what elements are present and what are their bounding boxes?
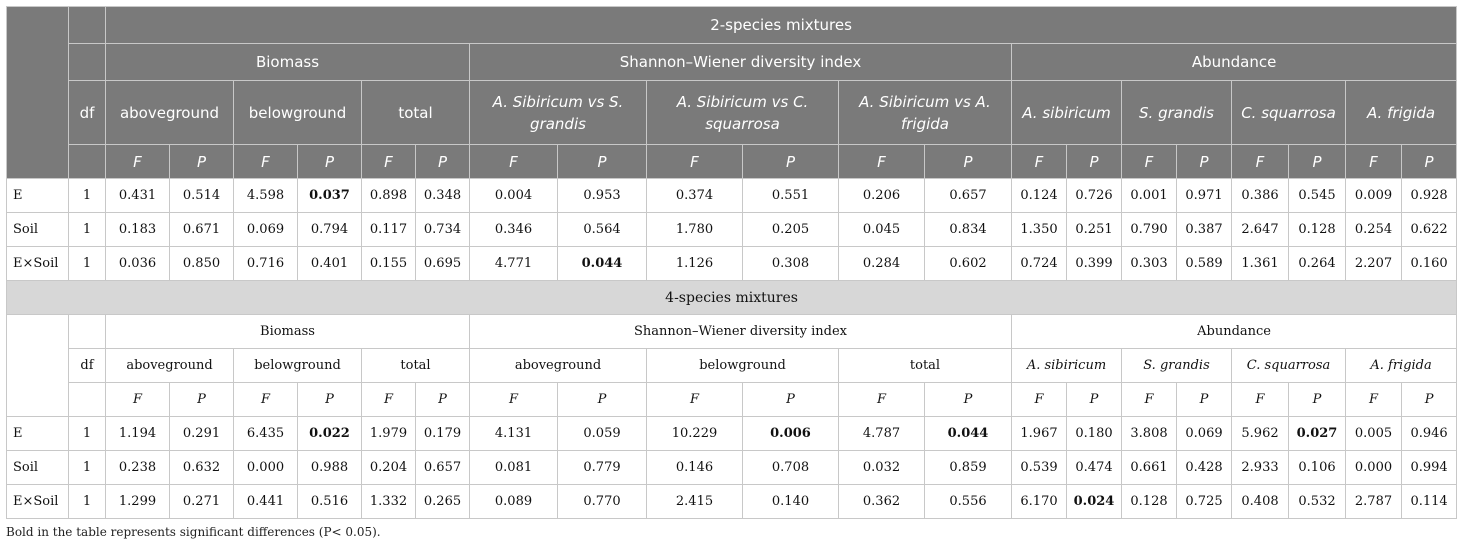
p-value-cell: 0.180 bbox=[1067, 417, 1122, 451]
section-title: 4-species mixtures bbox=[7, 281, 1457, 315]
p-value-cell: 0.059 bbox=[558, 417, 647, 451]
f-header: F bbox=[647, 383, 743, 417]
sub-header-row bbox=[7, 349, 1457, 383]
p-header: P bbox=[1289, 383, 1346, 417]
row-label: E×Soil bbox=[7, 485, 69, 519]
corner-cell bbox=[7, 315, 69, 417]
group-header-row bbox=[7, 315, 1457, 349]
p-value-cell: 0.106 bbox=[1289, 451, 1346, 485]
f-value-cell: 4.787 bbox=[839, 417, 925, 451]
f-header: F bbox=[839, 383, 925, 417]
p-value-cell: 0.027 bbox=[1289, 417, 1346, 451]
f-header: F bbox=[362, 145, 416, 179]
table-row bbox=[7, 417, 1457, 451]
f-value-cell: 0.128 bbox=[1122, 485, 1177, 519]
f-value-cell: 1.332 bbox=[362, 485, 416, 519]
f-value-cell: 1.361 bbox=[1232, 247, 1289, 281]
f-value-cell: 0.009 bbox=[1346, 179, 1402, 213]
p-value-cell: 0.779 bbox=[558, 451, 647, 485]
fp-header-row bbox=[7, 145, 1457, 179]
sub-header: S. grandis bbox=[1122, 349, 1232, 383]
p-header: P bbox=[1067, 383, 1122, 417]
f-value-cell: 6.170 bbox=[1012, 485, 1067, 519]
p-value-cell: 0.589 bbox=[1177, 247, 1232, 281]
p-value-cell: 0.044 bbox=[925, 417, 1012, 451]
p-value-cell: 0.265 bbox=[416, 485, 470, 519]
f-value-cell: 1.194 bbox=[106, 417, 170, 451]
p-value-cell: 0.726 bbox=[1067, 179, 1122, 213]
p-value-cell: 0.928 bbox=[1402, 179, 1457, 213]
p-value-cell: 0.114 bbox=[1402, 485, 1457, 519]
p-value-cell: 0.953 bbox=[558, 179, 647, 213]
f-value-cell: 1.126 bbox=[647, 247, 743, 281]
f-value-cell: 0.081 bbox=[470, 451, 558, 485]
p-header: P bbox=[743, 383, 839, 417]
p-value-cell: 0.514 bbox=[170, 179, 234, 213]
f-value-cell: 10.229 bbox=[647, 417, 743, 451]
p-value-cell: 0.308 bbox=[743, 247, 839, 281]
anova-table bbox=[6, 6, 1457, 519]
f-header: F bbox=[1346, 383, 1402, 417]
f-value-cell: 0.724 bbox=[1012, 247, 1067, 281]
p-value-cell: 0.556 bbox=[925, 485, 1012, 519]
p-header: P bbox=[298, 145, 362, 179]
f-header: F bbox=[1122, 145, 1177, 179]
sub-header: A. Sibiricum vs A. frigida bbox=[839, 81, 1012, 145]
p-header: P bbox=[1402, 145, 1457, 179]
f-value-cell: 0.045 bbox=[839, 213, 925, 247]
f-value-cell: 0.431 bbox=[106, 179, 170, 213]
p-header: P bbox=[170, 383, 234, 417]
f-header: F bbox=[234, 383, 298, 417]
f-value-cell: 0.374 bbox=[647, 179, 743, 213]
p-value-cell: 0.988 bbox=[298, 451, 362, 485]
group-header-biomass: Biomass bbox=[106, 315, 470, 349]
corner-cell bbox=[69, 7, 106, 44]
row-label: E×Soil bbox=[7, 247, 69, 281]
f-header: F bbox=[106, 145, 170, 179]
table-row bbox=[7, 213, 1457, 247]
corner-cell bbox=[69, 145, 106, 179]
f-value-cell: 0.661 bbox=[1122, 451, 1177, 485]
p-value-cell: 0.044 bbox=[558, 247, 647, 281]
sub-header: A. frigida bbox=[1346, 349, 1457, 383]
row-label: E bbox=[7, 417, 69, 451]
p-header: P bbox=[1289, 145, 1346, 179]
p-header: P bbox=[925, 145, 1012, 179]
p-value-cell: 0.545 bbox=[1289, 179, 1346, 213]
sub-header: total bbox=[839, 349, 1012, 383]
sub-header: S. grandis bbox=[1122, 81, 1232, 145]
p-value-cell: 0.834 bbox=[925, 213, 1012, 247]
sub-header: A. Sibiricum vs S. grandis bbox=[470, 81, 647, 145]
p-value-cell: 0.128 bbox=[1289, 213, 1346, 247]
p-value-cell: 0.348 bbox=[416, 179, 470, 213]
f-value-cell: 0.004 bbox=[470, 179, 558, 213]
f-value-cell: 0.000 bbox=[234, 451, 298, 485]
df-cell: 1 bbox=[69, 417, 106, 451]
f-value-cell: 0.716 bbox=[234, 247, 298, 281]
table-row bbox=[7, 451, 1457, 485]
df-cell: 1 bbox=[69, 179, 106, 213]
df-header: df bbox=[69, 349, 106, 383]
sub-header: A. sibiricum bbox=[1012, 349, 1122, 383]
f-header: F bbox=[362, 383, 416, 417]
p-value-cell: 0.291 bbox=[170, 417, 234, 451]
f-value-cell: 3.808 bbox=[1122, 417, 1177, 451]
p-value-cell: 0.850 bbox=[170, 247, 234, 281]
p-value-cell: 0.708 bbox=[743, 451, 839, 485]
f-value-cell: 1.979 bbox=[362, 417, 416, 451]
p-value-cell: 0.734 bbox=[416, 213, 470, 247]
sub-header: C. squarrosa bbox=[1232, 81, 1346, 145]
sub-header: total bbox=[362, 81, 470, 145]
p-value-cell: 0.387 bbox=[1177, 213, 1232, 247]
p-header: P bbox=[558, 145, 647, 179]
p-header: P bbox=[416, 145, 470, 179]
f-value-cell: 0.032 bbox=[839, 451, 925, 485]
f-value-cell: 0.204 bbox=[362, 451, 416, 485]
f-value-cell: 0.254 bbox=[1346, 213, 1402, 247]
p-value-cell: 0.401 bbox=[298, 247, 362, 281]
corner-cell bbox=[69, 383, 106, 417]
p-value-cell: 0.037 bbox=[298, 179, 362, 213]
f-value-cell: 0.898 bbox=[362, 179, 416, 213]
p-value-cell: 0.859 bbox=[925, 451, 1012, 485]
group-header-row bbox=[7, 44, 1457, 81]
f-header: F bbox=[647, 145, 743, 179]
f-header: F bbox=[106, 383, 170, 417]
f-value-cell: 0.539 bbox=[1012, 451, 1067, 485]
df-cell: 1 bbox=[69, 485, 106, 519]
table-footnote: Bold in the table represents significant differences (P< 0.05). bbox=[6, 525, 381, 539]
p-value-cell: 0.205 bbox=[743, 213, 839, 247]
p-value-cell: 0.532 bbox=[1289, 485, 1346, 519]
p-value-cell: 0.474 bbox=[1067, 451, 1122, 485]
p-value-cell: 0.160 bbox=[1402, 247, 1457, 281]
f-header: F bbox=[1012, 383, 1067, 417]
p-value-cell: 0.264 bbox=[1289, 247, 1346, 281]
p-header: P bbox=[1402, 383, 1457, 417]
f-value-cell: 2.647 bbox=[1232, 213, 1289, 247]
f-value-cell: 2.787 bbox=[1346, 485, 1402, 519]
f-value-cell: 0.000 bbox=[1346, 451, 1402, 485]
p-value-cell: 0.994 bbox=[1402, 451, 1457, 485]
f-value-cell: 0.183 bbox=[106, 213, 170, 247]
p-header: P bbox=[1177, 383, 1232, 417]
group-header-shannon: Shannon–Wiener diversity index bbox=[470, 44, 1012, 81]
f-header: F bbox=[1346, 145, 1402, 179]
fp-header-row bbox=[7, 383, 1457, 417]
p-value-cell: 0.024 bbox=[1067, 485, 1122, 519]
sub-header: aboveground bbox=[106, 349, 234, 383]
group-header-biomass: Biomass bbox=[106, 44, 470, 81]
df-cell: 1 bbox=[69, 213, 106, 247]
f-value-cell: 0.001 bbox=[1122, 179, 1177, 213]
corner-cell bbox=[69, 315, 106, 349]
group-header-abundance: Abundance bbox=[1012, 44, 1457, 81]
sub-header-row bbox=[7, 81, 1457, 145]
sub-header: belowground bbox=[234, 81, 362, 145]
f-value-cell: 4.598 bbox=[234, 179, 298, 213]
f-value-cell: 0.441 bbox=[234, 485, 298, 519]
p-value-cell: 0.022 bbox=[298, 417, 362, 451]
f-value-cell: 5.962 bbox=[1232, 417, 1289, 451]
f-value-cell: 0.303 bbox=[1122, 247, 1177, 281]
table-row bbox=[7, 485, 1457, 519]
f-value-cell: 0.362 bbox=[839, 485, 925, 519]
f-value-cell: 1.350 bbox=[1012, 213, 1067, 247]
f-value-cell: 0.117 bbox=[362, 213, 416, 247]
p-value-cell: 0.971 bbox=[1177, 179, 1232, 213]
p-value-cell: 0.770 bbox=[558, 485, 647, 519]
p-header: P bbox=[925, 383, 1012, 417]
two-title-row bbox=[7, 7, 1457, 44]
sub-header: A. frigida bbox=[1346, 81, 1457, 145]
f-header: F bbox=[1012, 145, 1067, 179]
p-header: P bbox=[743, 145, 839, 179]
p-value-cell: 0.069 bbox=[1177, 417, 1232, 451]
f-value-cell: 0.284 bbox=[839, 247, 925, 281]
f-value-cell: 0.386 bbox=[1232, 179, 1289, 213]
sub-header: aboveground bbox=[106, 81, 234, 145]
f-value-cell: 0.408 bbox=[1232, 485, 1289, 519]
f-header: F bbox=[470, 145, 558, 179]
df-cell: 1 bbox=[69, 247, 106, 281]
row-label: E bbox=[7, 179, 69, 213]
p-value-cell: 0.794 bbox=[298, 213, 362, 247]
p-header: P bbox=[170, 145, 234, 179]
p-value-cell: 0.516 bbox=[298, 485, 362, 519]
p-header: P bbox=[558, 383, 647, 417]
sub-header: A. Sibiricum vs C. squarrosa bbox=[647, 81, 839, 145]
f-header: F bbox=[1232, 383, 1289, 417]
f-header: F bbox=[470, 383, 558, 417]
f-value-cell: 2.933 bbox=[1232, 451, 1289, 485]
group-header-abundance: Abundance bbox=[1012, 315, 1457, 349]
f-header: F bbox=[234, 145, 298, 179]
sub-header: total bbox=[362, 349, 470, 383]
p-value-cell: 0.551 bbox=[743, 179, 839, 213]
p-header: P bbox=[1067, 145, 1122, 179]
f-value-cell: 0.124 bbox=[1012, 179, 1067, 213]
p-value-cell: 0.140 bbox=[743, 485, 839, 519]
f-value-cell: 1.780 bbox=[647, 213, 743, 247]
sub-header: A. sibiricum bbox=[1012, 81, 1122, 145]
f-value-cell: 4.131 bbox=[470, 417, 558, 451]
f-value-cell: 1.299 bbox=[106, 485, 170, 519]
section-title: 2-species mixtures bbox=[106, 7, 1457, 44]
f-value-cell: 0.036 bbox=[106, 247, 170, 281]
p-value-cell: 0.006 bbox=[743, 417, 839, 451]
f-value-cell: 0.146 bbox=[647, 451, 743, 485]
p-value-cell: 0.946 bbox=[1402, 417, 1457, 451]
sub-header: belowground bbox=[647, 349, 839, 383]
p-value-cell: 0.725 bbox=[1177, 485, 1232, 519]
f-value-cell: 0.089 bbox=[470, 485, 558, 519]
df-header: df bbox=[69, 81, 106, 145]
f-value-cell: 0.069 bbox=[234, 213, 298, 247]
f-value-cell: 0.005 bbox=[1346, 417, 1402, 451]
f-value-cell: 0.790 bbox=[1122, 213, 1177, 247]
p-value-cell: 0.428 bbox=[1177, 451, 1232, 485]
p-value-cell: 0.622 bbox=[1402, 213, 1457, 247]
p-value-cell: 0.251 bbox=[1067, 213, 1122, 247]
f-value-cell: 0.346 bbox=[470, 213, 558, 247]
p-value-cell: 0.179 bbox=[416, 417, 470, 451]
row-label: Soil bbox=[7, 451, 69, 485]
p-value-cell: 0.695 bbox=[416, 247, 470, 281]
p-value-cell: 0.657 bbox=[416, 451, 470, 485]
row-label: Soil bbox=[7, 213, 69, 247]
df-cell: 1 bbox=[69, 451, 106, 485]
sub-header: belowground bbox=[234, 349, 362, 383]
f-header: F bbox=[1122, 383, 1177, 417]
f-value-cell: 1.967 bbox=[1012, 417, 1067, 451]
p-value-cell: 0.632 bbox=[170, 451, 234, 485]
group-header-shannon: Shannon–Wiener diversity index bbox=[470, 315, 1012, 349]
f-value-cell: 6.435 bbox=[234, 417, 298, 451]
f-value-cell: 0.206 bbox=[839, 179, 925, 213]
f-value-cell: 2.415 bbox=[647, 485, 743, 519]
f-header: F bbox=[839, 145, 925, 179]
p-value-cell: 0.271 bbox=[170, 485, 234, 519]
f-value-cell: 4.771 bbox=[470, 247, 558, 281]
p-header: P bbox=[298, 383, 362, 417]
p-value-cell: 0.671 bbox=[170, 213, 234, 247]
corner-cell bbox=[7, 7, 69, 179]
corner-cell bbox=[69, 44, 106, 81]
p-value-cell: 0.399 bbox=[1067, 247, 1122, 281]
p-value-cell: 0.602 bbox=[925, 247, 1012, 281]
p-value-cell: 0.564 bbox=[558, 213, 647, 247]
section-row bbox=[7, 281, 1457, 315]
table-row bbox=[7, 247, 1457, 281]
f-value-cell: 2.207 bbox=[1346, 247, 1402, 281]
sub-header: aboveground bbox=[470, 349, 647, 383]
f-value-cell: 0.238 bbox=[106, 451, 170, 485]
sub-header: C. squarrosa bbox=[1232, 349, 1346, 383]
p-value-cell: 0.657 bbox=[925, 179, 1012, 213]
f-value-cell: 0.155 bbox=[362, 247, 416, 281]
p-header: P bbox=[416, 383, 470, 417]
f-header: F bbox=[1232, 145, 1289, 179]
p-header: P bbox=[1177, 145, 1232, 179]
table-row bbox=[7, 179, 1457, 213]
